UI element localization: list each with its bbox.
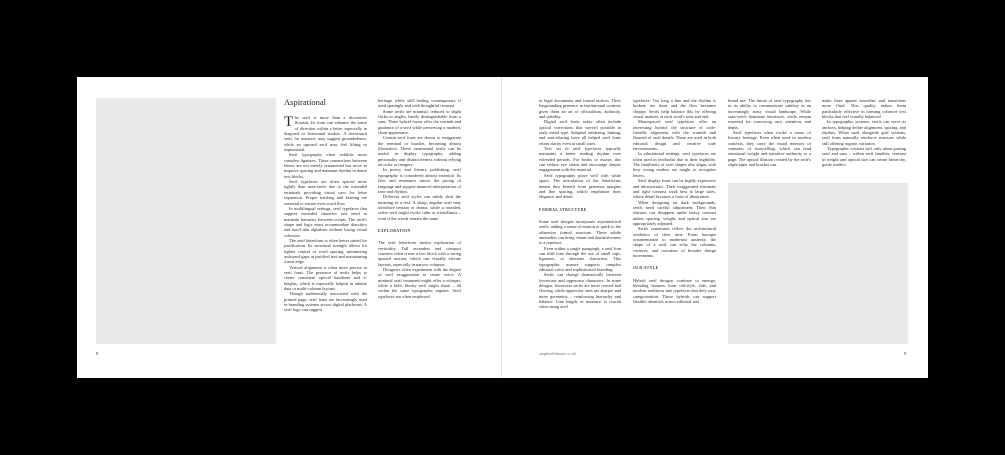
paragraph: The serif is more than a decorative flourish. Its form can enhance the sense of direction within a letter, especially in diagonal or horizontal strokes. A downward serif, for instance, may suggest groundedness, while an upward serif may feel lifting or aspirational. [284,114,367,153]
paragraph: Serif typography often exhibits more complex ligatures. These connections between letters are not merely ornamental but serve to improve spacing and maintain rhythm in dense text blocks. [284,152,367,179]
subheading: EXPLORATION [378,228,411,233]
paragraph: Serif display fonts can be highly expressive and idiosyncratic. Their exaggerated terminals and tight contrast work best at large sizes, where detail becomes a form of illustration. [633,178,716,200]
image-placeholder-left [96,98,276,344]
paragraph: In educational settings, serif typefaces are often used in textbooks due to their legibility. The familiarity of serif shapes also aligns with how young readers are taught to recognize letters. [633,151,716,178]
subheading: FORMAL STRUCTURE [539,207,587,212]
page-heading: Aspirational [284,97,327,107]
paragraph: Serif typefaces often evoke a sense of literary heritage. Even when used in modern contexts, they carry the visual memory of centuries of storytelling, which can lend emotional weight and narrative authority to a page. The optical illusion created by the serif's slight taper and bracket can [728,130,811,168]
paragraph: In poetry and literary publishing, serif typography is considered almost essential. Its flow and resonance mirror the pacing of language and support nuanced interpretation of tone and rhythm. [378,167,461,194]
paragraph: brand use. The future of serif typography lies in its ability to communicate subtlety in an increasingly noisy visual landscape. While sans-serifs dominate interfaces, serifs remain essential for conveying care, attention, and depth. [728,98,811,130]
right-column-4 [822,98,906,167]
drop-cap: T [284,114,294,130]
book-spread [77,77,928,378]
paragraph: The serif letterform is often better suited for justification. Its structural strength allows for tighter control of word spacing, minimizing awkward gaps in justified text and maintaining a neat edge. [284,237,367,265]
paragraph: Though traditionally associated with the printed page, serif fonts are increasingly used in branding systems across digital platforms. A serif logo can suggest [284,291,367,313]
paragraph: Even within a single paragraph, a serif font can shift tone through the use of small caps, ligatures, or alternate characters. This typographic nuance supports complex editorial voice and sophisticated branding. [539,245,621,272]
paragraph: When designing on dark backgrounds, serifs need careful adjustment. Their thin features can disappear under heavy contrast unless spacing, weight, and optical size are appropriately adjusted. [633,199,716,226]
paragraph: Serifs sometimes reflect the architectural aesthetics of their time. From baroque ornamentation to modernist austerity, the shape of a serif can echo the columns, cornices, and curvature of broader design movements. [633,226,716,258]
right-column-3 [728,98,811,167]
paragraph: make lines appear smoother and transitions more fluid. This quality makes them particularly effective in forming cohesive text blocks that feel visually balanced. [822,98,906,120]
left-column-2 [378,98,461,299]
paragraph: Serif typography plays well with white space. The articulation of the letterforms means they benefit from generous margins and line spacing, which emphasize their elegance and detail. [539,172,621,200]
subheading: OLD-STYLE [633,266,659,271]
image-placeholder-right [728,183,908,344]
paragraph: Monospaced serif typefaces offer an interesting hybrid: the structure of code-friendly alignment with the warmth and flourish of serif details. These are used in both editorial design and creative code environments. [633,119,716,152]
paragraph: typefaces. Too long a line and the rhythm is broken; too short and the flow becomes choppy. Serifs help balance this by offering visual markers at each word's start and end. [633,98,716,120]
left-column-1 [284,97,367,313]
book-gutter [501,77,502,378]
paragraph: Vertical alignment is often more precise in serif fonts. The presence of serifs helps to create consistent optical baselines and x-heights, which is especially helpful in tabular data or multi-column layouts. [284,264,367,291]
paragraph: Text set in serif typefaces typically maintains a better reading rhythm over extended periods. For books or essays, this can reduce eye strain and encourage deeper engagement with the material. [539,146,621,173]
paragraph: heritage while still feeling contemporary if used sparingly and with thoughtful contrast. [378,98,461,109]
footer-url: stephenlehman.co.uk [539,351,577,356]
paragraph: Certain serif fonts are drawn to exaggerate the terminal or bracket, becoming almost illustrative. These ornamental serifs can be useful in display typography, adding personality and distinctiveness without relying on color or imagery. [378,135,461,168]
paragraph: Serifs can change dramatically between lowercase and uppercase characters. In some designs, lowercase serifs are more curved and flowing, while uppercase ones are sharper and more geometric – reinforcing hierarchy and balance. Line length, or measure, is crucial when using serif [539,272,621,310]
paragraph: Designers often experiment with the degree of serif exaggeration to create voice. A minimal serif treatment might offer a whisper, while a bold, blocky serif might shout – all within the same typographic register. Serif typefaces are often employed [378,266,461,299]
right-column-1 [539,98,621,310]
page-number-right: 9 [904,351,907,356]
paragraph: In multilingual settings, serif typefaces that support extended character sets need to maintain harmony between scripts. The serif's shape and logic must accommodate diacritics and non-Latin alphabets without losing visual cohesion. [284,205,367,238]
paragraph: Some serif designs incorporate asymmetrical serifs, adding a sense of motion or quirk to the otherwise formal structure. These subtle anomalies can bring charm and distinctiveness to a typeface. [539,218,621,246]
paragraph: Some serifs are minimal, reduced to slight flicks or angles, barely distinguishable from a sans. These hybrid forms offer the warmth and guidance of a serif while preserving a modern, clean appearance. [378,108,461,136]
paragraph: Different serif styles can subtly shift the meaning of a text. A sharp, angular serif may introduce tension or drama, while a rounded, softer serif might evoke calm or friendliness – even if the words remain the same. [378,194,461,221]
paragraph: Hybrid serif designs continue to emerge, blending features from old-style, slab, and modern traditions into typefaces that defy easy categorization. These hybrids can support flexible identities across editorial and [633,277,716,305]
paragraph: in legal documents and formal notices. Their longstanding presence in institutional contexts gives them an air of officialdom, authority, and stability. [539,98,621,120]
paragraph: Digital serif fonts today often include optical corrections that weren't possible in early metal type. Subpixel rendering, hinting, and anti-aliasing have all helped serif fonts retain clarity even at small sizes. [539,119,621,146]
page-number-left: 8 [96,351,99,356]
paragraph: Serif typefaces are often spaced more tightly than sans-serifs due to the extended terminals providing visual cues for letter separation. Proper tracking and kerning are essential to ensure even word flow. [284,179,367,206]
paragraph: The serif letterform invites exploration of verticality. Tall ascenders and compact counters often create a text block with a strong upward motion, which can visually elevate layouts, especially in narrow columns. [378,240,461,267]
paragraph: In typographic systems, serifs can serve as anchors, helping define alignment, spacing, and rhythm. When used alongside grid systems, serif fonts naturally reinforce structure while still offering organic variation. [822,119,906,146]
paragraph: Typographic contrast isn't only about pairing serif and sans – within serif families, contrast in weight and optical size can create hierarchy, guide readers. [822,146,906,168]
right-column-2 [633,98,716,304]
